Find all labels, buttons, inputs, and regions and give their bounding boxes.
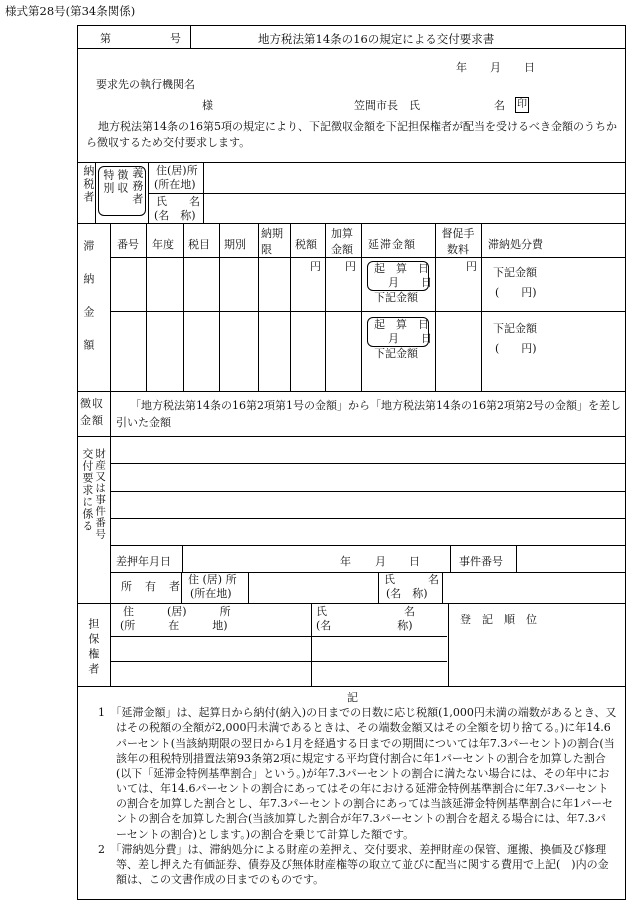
- secured-name-label1: 氏 名: [316, 605, 415, 618]
- col-tax-item: 税目: [188, 238, 210, 251]
- col-additional-amount: 加算金額: [331, 227, 353, 256]
- date-year: 年: [456, 61, 467, 74]
- col-number: 番号: [117, 238, 139, 251]
- row2-disposition-yen: ( 円): [495, 342, 537, 355]
- tokubetsu-label: 特別: [101, 169, 115, 195]
- col-delay-charge: 延滞金額: [368, 238, 416, 251]
- collection-label: 徴収金額: [80, 397, 104, 427]
- number-go: 号: [170, 32, 181, 45]
- row1-disposition-yen: ( 円): [495, 286, 537, 299]
- case-number-label: 事件番号: [459, 555, 503, 568]
- row2-disposition-kaki: 下記金額: [493, 322, 537, 335]
- col-period: 期別: [224, 238, 246, 251]
- owner-name-label2: (名 称): [386, 587, 428, 600]
- notes-section: [78, 686, 627, 887]
- col-year: 年度: [152, 238, 174, 251]
- seizure-day: 日: [409, 555, 420, 568]
- taxpayer-address-label1: 住(居)所: [156, 164, 198, 177]
- secured-address-label2: (所 在 地): [120, 619, 228, 632]
- owner-label: 所 有 者: [121, 580, 181, 593]
- number-dai: 第: [100, 32, 111, 45]
- taxpayer-name-label2: (名 称): [154, 209, 196, 222]
- choshu-label: 徴収: [115, 169, 129, 195]
- note-item-1: 1 「延滞金額」は、起算日から納付(納入)の日までの日数に応じ税額(1,000円未満の端数があるとき、又はその税額の全額が2,000円未満であるときは、その端数金額又はその全額を切り捨てる。)に年14.6パーセント(当該納期限の翌日から1月を経過する日までの期間については年7.3パーセント)の割合(当該年の租税特別措置法第93条第2項に規定する平均貸付割合に年1パーセントの割合を加算した割合(以下「延滞金特例基準割合」という。)が年7.3パーセントの割合に満たない場合には、その年中においては、年14.6パーセントの割合にあってはその年における延滞金特例基準割合に年7.3パーセントの割合を加算した割合とし、年7.3パーセントの割合にあっては当該延滞金特例基準割合に年1パーセントの割合を加算した割合(当該加算した割合が年7.3パーセントの割合を超える場合には、年7.3パーセントの割合)とします。)の割合を乗じて計算した額です。: [98, 706, 617, 841]
- seizure-date-label: 差押年月日: [116, 555, 171, 568]
- owner-address-label1: 住 (居) 所: [188, 573, 237, 586]
- collection-text: 「地方税法第14条の16第2項第1号の金額」から「地方税法第14条の16第2項第2号の金額」を差し引いた金額: [116, 399, 621, 429]
- col-demand-fee: 督促手数料: [441, 227, 475, 256]
- recipient-sama: 様: [202, 99, 213, 112]
- date-day: 日: [524, 61, 535, 74]
- yen-additional: 円: [345, 260, 356, 273]
- taxpayer-label: 納税者: [81, 165, 95, 204]
- row1-month-day: 月 日: [388, 276, 432, 289]
- secured-address-label1: 住 (居) 所: [123, 605, 231, 618]
- taxpayer-address-label2: (所在地): [154, 178, 196, 191]
- taxpayer-name-label1: 氏 名: [156, 195, 200, 208]
- row2-month-day: 月 日: [388, 332, 432, 345]
- form-number: 様式第28号(第34条関係): [5, 4, 136, 18]
- seal-mark: 印: [515, 97, 529, 113]
- col-due-date: 納期限: [261, 227, 283, 256]
- registration-rank-label: 登 記 順 位: [460, 613, 537, 626]
- yen-demand-fee: 円: [466, 260, 477, 273]
- property-label-right: 財産又は事件番号: [94, 448, 107, 540]
- col-disposition-fee: 滞納処分費: [488, 238, 543, 251]
- document-title: 地方税法第14条の16の規定による交付要求書: [258, 32, 495, 46]
- gimusha-label: 義務者: [130, 167, 144, 206]
- recipient-label: 要求先の執行機関名: [96, 78, 195, 91]
- secured-label: 担保権者: [86, 618, 100, 678]
- seizure-year: 年: [340, 555, 351, 568]
- notes-title: 記: [347, 691, 358, 704]
- row1-kaki-kingaku: 下記金額: [374, 291, 418, 304]
- col-tax-amount: 税額: [295, 238, 317, 251]
- seizure-month: 月: [375, 555, 386, 568]
- note-item-2: 2 「滞納処分費」は、滞納処分による財産の差押え、交付要求、差押財産の保管、運搬、換価及び修理等、差し押えた有価証券、債券及び無体財産権等の取立て並びに配当に関する費用で上記( )内の金額は、この文書作成の日までのものです。: [98, 842, 609, 887]
- issuer-name: 笠間市長 氏: [354, 99, 420, 112]
- intro-text: 地方税法第14条の16第5項の規定により、下記徴収金額を下記担保権者が配当を受けるべき金額のうちから徴収するため交付要求します。: [86, 120, 617, 149]
- delinquent-label: 滞納金額: [81, 240, 95, 372]
- owner-name-label1: 氏 名: [384, 573, 439, 586]
- secured-name-label2: (名 称): [316, 619, 413, 632]
- row2-kisan-label: 起 算 日: [374, 318, 429, 331]
- date-month: 月: [490, 61, 501, 74]
- form-frame: [77, 25, 626, 900]
- row1-kisan-label: 起 算 日: [374, 262, 429, 275]
- row1-disposition-kaki: 下記金額: [493, 266, 537, 279]
- yen-tax-amount: 円: [310, 260, 321, 273]
- row2-kaki-kingaku: 下記金額: [374, 347, 418, 360]
- property-label-left: 交付要求に係る: [80, 448, 94, 532]
- owner-address-label2: (所在地): [190, 587, 232, 600]
- issuer-mei: 名: [494, 99, 505, 112]
